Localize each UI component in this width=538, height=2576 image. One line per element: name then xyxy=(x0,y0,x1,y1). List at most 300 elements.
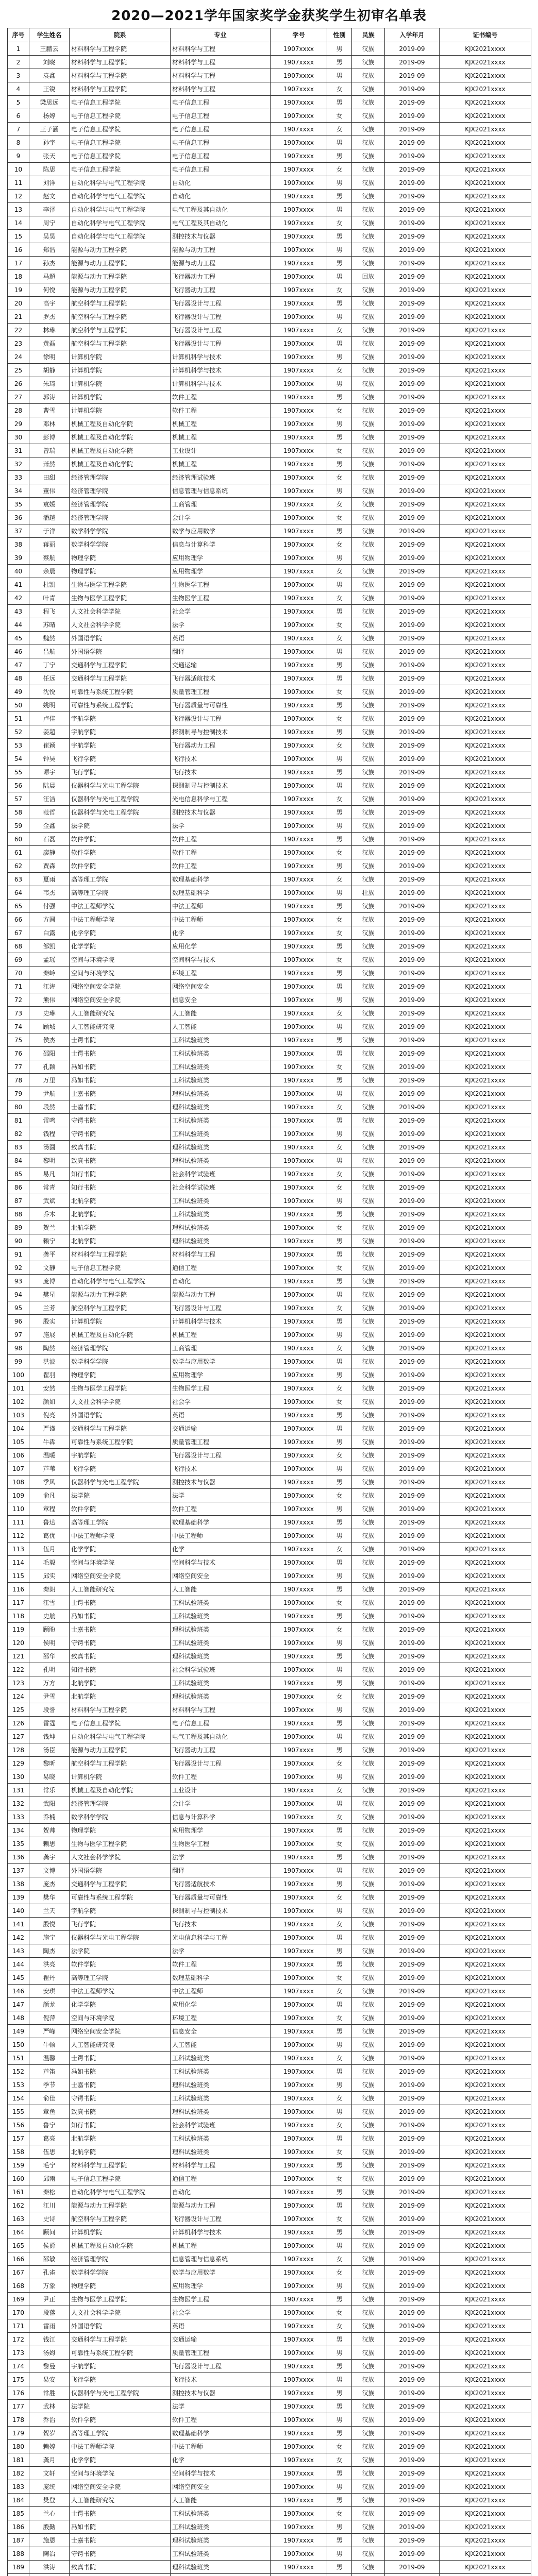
cell-department: 外国语学院 xyxy=(70,1864,171,1877)
cell-student-id: 1907xxxx xyxy=(271,364,327,377)
table-row xyxy=(8,1422,531,1435)
cell-gender: 男 xyxy=(327,297,352,310)
cell-student-name: 常乐 xyxy=(29,1784,70,1797)
cell-enrollment-date: 2019-09 xyxy=(385,2386,440,2400)
table-row xyxy=(8,2011,531,2025)
cell-department: 中法工程师学院 xyxy=(70,1985,171,1998)
cell-department: 电子信息工程学院 xyxy=(70,96,171,109)
cell-student-name: 董伟 xyxy=(29,484,70,498)
cell-enrollment-date: 2019-09 xyxy=(385,1355,440,1368)
cell-student-name: 刘晓 xyxy=(29,56,70,69)
cell-student-name: 尹正 xyxy=(29,2293,70,2306)
cell-index: 81 xyxy=(8,1114,29,1127)
cell-student-id: 1907xxxx xyxy=(271,1033,327,1047)
cell-major: 数理基础科学 xyxy=(171,873,271,886)
cell-certificate-number: KJX2021xxxx xyxy=(440,779,531,792)
cell-index: 171 xyxy=(8,2319,29,2333)
cell-ethnicity: 汉族 xyxy=(352,2119,385,2132)
cell-department: 人文社会科学学院 xyxy=(70,605,171,618)
cell-ethnicity: 汉族 xyxy=(352,1543,385,1556)
cell-certificate-number: KJX2021xxxx xyxy=(440,2346,531,2360)
cell-student-name: 雷雨 xyxy=(29,2319,70,2333)
table-row xyxy=(8,2266,531,2279)
cell-ethnicity: 汉族 xyxy=(352,1476,385,1489)
cell-department: 能源与动力工程学院 xyxy=(70,1288,171,1301)
cell-index: 87 xyxy=(8,1194,29,1208)
cell-student-id: 1907xxxx xyxy=(271,2480,327,2494)
cell-major: 英语 xyxy=(171,632,271,645)
cell-student-name: 牛顿 xyxy=(29,2038,70,2052)
cell-gender: 女 xyxy=(327,953,352,967)
cell-index: 6 xyxy=(8,109,29,123)
cell-index: 74 xyxy=(8,1020,29,1033)
cell-ethnicity: 汉族 xyxy=(352,42,385,56)
cell-index: 154 xyxy=(8,2092,29,2105)
cell-index: 24 xyxy=(8,350,29,364)
cell-department: 软件学院 xyxy=(70,859,171,873)
cell-student-id: 1907xxxx xyxy=(271,471,327,484)
table-row xyxy=(8,1944,531,1958)
cell-index: 25 xyxy=(8,364,29,377)
cell-ethnicity: 汉族 xyxy=(352,1770,385,1784)
cell-gender: 男 xyxy=(327,993,352,1007)
cell-student-id: 1907xxxx xyxy=(271,1315,327,1328)
cell-student-name: 樊星 xyxy=(29,1288,70,1301)
cell-department: 交通科学与工程学院 xyxy=(70,658,171,672)
cell-student-id: 1907xxxx xyxy=(271,1596,327,1609)
table-row xyxy=(8,2319,531,2333)
cell-gender: 女 xyxy=(327,1221,352,1234)
cell-index: 118 xyxy=(8,1609,29,1623)
table-row xyxy=(8,1167,531,1181)
cell-index: 158 xyxy=(8,2145,29,2159)
cell-student-name: 侯杰 xyxy=(29,1033,70,1047)
cell-enrollment-date: 2019-09 xyxy=(385,859,440,873)
cell-index: 161 xyxy=(8,2185,29,2199)
cell-major: 软件工程 xyxy=(171,833,271,846)
cell-index: 137 xyxy=(8,1864,29,1877)
cell-ethnicity: 汉族 xyxy=(352,1730,385,1743)
cell-student-id: 1907xxxx xyxy=(271,1047,327,1060)
table-row xyxy=(8,1315,531,1328)
cell-major: 社会学 xyxy=(171,605,271,618)
cell-enrollment-date: 2019-09 xyxy=(385,1690,440,1703)
cell-student-name: 陶然 xyxy=(29,1342,70,1355)
cell-ethnicity: 汉族 xyxy=(352,498,385,511)
cell-certificate-number: KJX2021xxxx xyxy=(440,149,531,163)
cell-index: 149 xyxy=(8,2025,29,2038)
cell-department: 自动化科学与电气工程学院 xyxy=(70,230,171,243)
cell-department: 中法工程师学院 xyxy=(70,1529,171,1543)
cell-index: 33 xyxy=(8,471,29,484)
cell-student-id: 1907xxxx xyxy=(271,136,327,149)
cell-enrollment-date: 2019-09 xyxy=(385,1824,440,1837)
cell-ethnicity: 汉族 xyxy=(352,190,385,203)
cell-student-name: 钟昊 xyxy=(29,752,70,766)
col-header: 学生姓名 xyxy=(29,28,70,42)
cell-ethnicity: 汉族 xyxy=(352,1221,385,1234)
cell-index: 85 xyxy=(8,1167,29,1181)
cell-student-id: 1907xxxx xyxy=(271,1208,327,1221)
cell-enrollment-date: 2019-09 xyxy=(385,2319,440,2333)
cell-department: 可靠性与系统工程学院 xyxy=(70,1891,171,1904)
cell-student-id: 1907xxxx xyxy=(271,431,327,444)
cell-student-name: 洪涛 xyxy=(29,2561,70,2574)
cell-index: 127 xyxy=(8,1730,29,1743)
cell-student-id: 1907xxxx xyxy=(271,190,327,203)
cell-student-name: 孟瑶 xyxy=(29,953,70,967)
cell-department: 机械工程及自动化学院 xyxy=(70,1784,171,1797)
cell-enrollment-date: 2019-09 xyxy=(385,2052,440,2065)
cell-certificate-number: KJX2021xxxx xyxy=(440,1395,531,1409)
cell-department: 人工智能研究院 xyxy=(70,2038,171,2052)
cell-ethnicity: 汉族 xyxy=(352,2025,385,2038)
cell-gender: 女 xyxy=(327,1382,352,1395)
cell-ethnicity: 汉族 xyxy=(352,1609,385,1623)
cell-gender: 男 xyxy=(327,900,352,913)
cell-department: 电子信息工程学院 xyxy=(70,163,171,176)
cell-index: 105 xyxy=(8,1435,29,1449)
cell-major: 飞行器动力工程 xyxy=(171,283,271,297)
cell-index: 142 xyxy=(8,1931,29,1944)
cell-student-name: 叶青 xyxy=(29,591,70,605)
cell-major: 数理基础科学 xyxy=(171,1516,271,1529)
cell-gender: 女 xyxy=(327,1891,352,1904)
cell-department: 计算机学院 xyxy=(70,377,171,391)
cell-student-name: 樊华 xyxy=(29,1891,70,1904)
cell-certificate-number: KJX2021xxxx xyxy=(440,404,531,417)
cell-department: 电子信息工程学院 xyxy=(70,1717,171,1730)
cell-index: 42 xyxy=(8,591,29,605)
cell-student-id: 1907xxxx xyxy=(271,109,327,123)
table-row xyxy=(8,926,531,940)
cell-index: 26 xyxy=(8,377,29,391)
cell-ethnicity: 汉族 xyxy=(352,364,385,377)
cell-department xyxy=(70,2574,171,2576)
cell-department: 自动化科学与电气工程学院 xyxy=(70,176,171,190)
cell-student-name: 赵文 xyxy=(29,190,70,203)
cell-ethnicity: 汉族 xyxy=(352,2333,385,2346)
cell-certificate-number: KJX2021xxxx xyxy=(440,1784,531,1797)
cell-major: 工科试验班类 xyxy=(171,2052,271,2065)
table-row xyxy=(8,2132,531,2145)
cell-department: 经济管理学院 xyxy=(70,1797,171,1810)
table-row xyxy=(8,457,531,471)
cell-gender: 男 xyxy=(327,2386,352,2400)
cell-major: 经济管理试验班 xyxy=(171,471,271,484)
cell-major: 会计学 xyxy=(171,511,271,524)
cell-certificate-number: KJX2021xxxx xyxy=(440,2494,531,2507)
cell-enrollment-date: 2019-09 xyxy=(385,846,440,859)
cell-certificate-number: KJX2021xxxx xyxy=(440,190,531,203)
cell-ethnicity: 汉族 xyxy=(352,685,385,699)
table-row xyxy=(8,1328,531,1342)
cell-ethnicity: 汉族 xyxy=(352,377,385,391)
cell-student-name: 赖婷 xyxy=(29,2440,70,2453)
cell-enrollment-date: 2019-09 xyxy=(385,1435,440,1449)
cell-major: 翻译 xyxy=(171,645,271,658)
cell-gender: 男 xyxy=(327,1234,352,1248)
cell-student-id: 1907xxxx xyxy=(271,1221,327,1234)
cell-enrollment-date: 2019-09 xyxy=(385,1476,440,1489)
cell-student-name: 袁媛 xyxy=(29,498,70,511)
cell-gender: 男 xyxy=(327,457,352,471)
cell-gender: 男 xyxy=(327,96,352,109)
cell-major: 飞行技术 xyxy=(171,1918,271,1931)
cell-enrollment-date: 2019-09 xyxy=(385,297,440,310)
cell-department: 可靠性与系统工程学院 xyxy=(70,685,171,699)
cell-gender: 女 xyxy=(327,618,352,632)
cell-department: 软件学院 xyxy=(70,1502,171,1516)
cell-enrollment-date: 2019-09 xyxy=(385,1810,440,1824)
table-row xyxy=(8,1181,531,1194)
cell-student-id: 1907xxxx xyxy=(271,511,327,524)
cell-ethnicity: 汉族 xyxy=(352,1033,385,1047)
table-row xyxy=(8,2038,531,2052)
cell-major: 飞行技术 xyxy=(171,752,271,766)
cell-student-id: 1907xxxx xyxy=(271,457,327,471)
cell-index: 178 xyxy=(8,2413,29,2427)
cell-department: 材料科学与工程学院 xyxy=(70,82,171,96)
cell-student-name: 武林 xyxy=(29,2400,70,2413)
cell-department: 人工智能研究院 xyxy=(70,1583,171,1596)
cell-index: 130 xyxy=(8,1770,29,1784)
cell-gender xyxy=(327,2574,352,2576)
cell-department: 交通科学与工程学院 xyxy=(70,2333,171,2346)
cell-student-id: 1907xxxx xyxy=(271,1261,327,1275)
cell-major: 交通运输 xyxy=(171,658,271,672)
cell-student-id: 1907xxxx xyxy=(271,1409,327,1422)
cell-certificate-number: KJX2021xxxx xyxy=(440,2266,531,2279)
cell-certificate-number: KJX2021xxxx xyxy=(440,444,531,457)
cell-student-id: 1907xxxx xyxy=(271,203,327,216)
cell-student-id: 1907xxxx xyxy=(271,1851,327,1864)
cell-gender: 男 xyxy=(327,1208,352,1221)
cell-gender: 男 xyxy=(327,1194,352,1208)
cell-gender: 男 xyxy=(327,2132,352,2145)
cell-department: 可靠性与系统工程学院 xyxy=(70,1435,171,1449)
cell-index: 15 xyxy=(8,230,29,243)
cell-enrollment-date: 2019-09 xyxy=(385,1181,440,1194)
cell-student-name: 马超 xyxy=(29,270,70,283)
cell-enrollment-date: 2019-09 xyxy=(385,2520,440,2534)
cell-index: 47 xyxy=(8,658,29,672)
cell-student-name: 沈悦 xyxy=(29,685,70,699)
cell-ethnicity: 汉族 xyxy=(352,1743,385,1757)
cell-index: 34 xyxy=(8,484,29,498)
cell-gender: 男 xyxy=(327,1730,352,1743)
cell-department: 物理学院 xyxy=(70,1368,171,1382)
cell-student-name: 蒋丽 xyxy=(29,538,70,551)
cell-enrollment-date: 2019-09 xyxy=(385,1663,440,1676)
cell-student-id: 1907xxxx xyxy=(271,2038,327,2052)
cell-ethnicity: 汉族 xyxy=(352,967,385,980)
cell-gender: 女 xyxy=(327,123,352,136)
cell-index: 57 xyxy=(8,792,29,806)
cell-student-name: 邱实 xyxy=(29,1569,70,1583)
cell-ethnicity: 汉族 xyxy=(352,1449,385,1462)
cell-gender: 男 xyxy=(327,56,352,69)
table-row xyxy=(8,1690,531,1703)
cell-department: 士谔书院 xyxy=(70,1033,171,1047)
cell-major: 人工智能 xyxy=(171,1020,271,1033)
cell-enrollment-date: 2019-09 xyxy=(385,2132,440,2145)
cell-student-id: 1907xxxx xyxy=(271,1301,327,1315)
cell-gender: 男 xyxy=(327,1609,352,1623)
cell-gender: 女 xyxy=(327,2011,352,2025)
cell-index: 106 xyxy=(8,1449,29,1462)
cell-ethnicity: 汉族 xyxy=(352,2011,385,2025)
table-row xyxy=(8,2078,531,2092)
cell-ethnicity: 汉族 xyxy=(352,1087,385,1100)
cell-department: 生物与医学工程学院 xyxy=(70,591,171,605)
cell-ethnicity: 汉族 xyxy=(352,1824,385,1837)
cell-student-id: 1907xxxx xyxy=(271,1824,327,1837)
cell-student-id: 1907xxxx xyxy=(271,1502,327,1516)
cell-major: 社会学 xyxy=(171,1395,271,1409)
table-row xyxy=(8,404,531,417)
cell-major: 电气工程及其自动化 xyxy=(171,203,271,216)
cell-certificate-number: KJX2021xxxx xyxy=(440,886,531,900)
cell-certificate-number: KJX2021xxxx xyxy=(440,230,531,243)
cell-ethnicity: 汉族 xyxy=(352,2052,385,2065)
cell-student-name: 袁鑫 xyxy=(29,69,70,82)
cell-ethnicity: 汉族 xyxy=(352,310,385,324)
cell-enrollment-date: 2019-09 xyxy=(385,1087,440,1100)
cell-certificate-number: KJX2021xxxx xyxy=(440,953,531,967)
cell-gender: 男 xyxy=(327,1676,352,1690)
cell-gender: 男 xyxy=(327,417,352,431)
cell-certificate-number: KJX2021xxxx xyxy=(440,2226,531,2239)
cell-major: 社会科学试验班 xyxy=(171,2119,271,2132)
cell-certificate-number: KJX2021xxxx xyxy=(440,310,531,324)
cell-enrollment-date: 2019-09 xyxy=(385,230,440,243)
table-row xyxy=(8,1502,531,1516)
cell-gender: 女 xyxy=(327,1007,352,1020)
cell-department: 冯如书院 xyxy=(70,1060,171,1074)
cell-student-name: 杜凯 xyxy=(29,578,70,591)
cell-department: 能源与动力工程学院 xyxy=(70,283,171,297)
cell-department: 仪器科学与光电工程学院 xyxy=(70,779,171,792)
cell-department: 人文社会科学学院 xyxy=(70,1851,171,1864)
cell-department: 中法工程师学院 xyxy=(70,913,171,926)
table-row xyxy=(8,2226,531,2239)
cell-index: 3 xyxy=(8,69,29,82)
cell-department: 可靠性与系统工程学院 xyxy=(70,699,171,712)
cell-department: 高等理工学院 xyxy=(70,886,171,900)
cell-certificate-number: KJX2021xxxx xyxy=(440,2279,531,2293)
cell-certificate-number: KJX2021xxxx xyxy=(440,1529,531,1543)
cell-student-id: 1907xxxx xyxy=(271,632,327,645)
cell-certificate-number: KJX2021xxxx xyxy=(440,431,531,444)
cell-ethnicity: 汉族 xyxy=(352,2172,385,2185)
table-row xyxy=(8,1395,531,1409)
cell-student-id: 1907xxxx xyxy=(271,377,327,391)
cell-student-name: 曾瑞 xyxy=(29,444,70,457)
cell-index: 132 xyxy=(8,1797,29,1810)
table-row xyxy=(8,2520,531,2534)
cell-student-id: 1907xxxx xyxy=(271,1944,327,1958)
cell-enrollment-date: 2019-09 xyxy=(385,1985,440,1998)
cell-student-id: 1907xxxx xyxy=(271,2078,327,2092)
cell-index: 148 xyxy=(8,2011,29,2025)
cell-major: 工科试验班类 xyxy=(171,1609,271,1623)
cell-student-id: 1907xxxx xyxy=(271,270,327,283)
cell-gender: 男 xyxy=(327,2065,352,2078)
cell-certificate-number: KJX2021xxxx xyxy=(440,1543,531,1556)
cell-certificate-number: KJX2021xxxx xyxy=(440,1596,531,1609)
cell-student-name: 谭宇 xyxy=(29,766,70,779)
cell-enrollment-date: 2019-09 xyxy=(385,1971,440,1985)
cell-index: 31 xyxy=(8,444,29,457)
cell-gender: 男 xyxy=(327,1851,352,1864)
table-row xyxy=(8,806,531,819)
cell-major: 英语 xyxy=(171,2319,271,2333)
cell-major: 电气工程及其自动化 xyxy=(171,1730,271,1743)
cell-gender: 男 xyxy=(327,524,352,538)
cell-major: 自动化 xyxy=(171,176,271,190)
cell-certificate-number: KJX2021xxxx xyxy=(440,1650,531,1663)
table-row xyxy=(8,565,531,578)
cell-index: 115 xyxy=(8,1569,29,1583)
cell-student-id: 1907xxxx xyxy=(271,1797,327,1810)
cell-enrollment-date: 2019-09 xyxy=(385,2199,440,2212)
cell-department: 生物与医学工程学院 xyxy=(70,2293,171,2306)
cell-student-id: 1907xxxx xyxy=(271,2119,327,2132)
table-row xyxy=(8,2145,531,2159)
cell-major: 探测制导与控制技术 xyxy=(171,779,271,792)
cell-ethnicity: 汉族 xyxy=(352,605,385,618)
table-row xyxy=(8,2427,531,2440)
cell-enrollment-date: 2019-09 xyxy=(385,431,440,444)
cell-student-id: 1907xxxx xyxy=(271,2400,327,2413)
cell-student-id: 1907xxxx xyxy=(271,1877,327,1891)
cell-student-name: 施宁 xyxy=(29,1931,70,1944)
cell-student-id: 1907xxxx xyxy=(271,953,327,967)
cell-certificate-number: KJX2021xxxx xyxy=(440,712,531,725)
cell-student-id: 1907xxxx xyxy=(271,2279,327,2293)
cell-student-id: 1907xxxx xyxy=(271,1087,327,1100)
cell-index: 155 xyxy=(8,2105,29,2119)
cell-major: 数理基础科学 xyxy=(171,886,271,900)
cell-gender: 女 xyxy=(327,498,352,511)
table-row xyxy=(8,618,531,632)
cell-ethnicity: 汉族 xyxy=(352,2266,385,2279)
cell-student-name: 顾城 xyxy=(29,1020,70,1033)
cell-student-name: 郭涛 xyxy=(29,391,70,404)
cell-ethnicity: 汉族 xyxy=(352,1556,385,1569)
cell-enrollment-date: 2019-09 xyxy=(385,324,440,337)
cell-department: 宇航学院 xyxy=(70,1904,171,1918)
table-row xyxy=(8,310,531,324)
cell-certificate-number: KJX2021xxxx xyxy=(440,1020,531,1033)
cell-student-id: 1907xxxx xyxy=(271,123,327,136)
cell-department: 数学科学学院 xyxy=(70,1355,171,1368)
cell-gender: 女 xyxy=(327,1060,352,1074)
cell-major: 计算机科学与技术 xyxy=(171,364,271,377)
cell-student-id: 1907xxxx xyxy=(271,2239,327,2252)
cell-gender: 女 xyxy=(327,1261,352,1275)
cell-ethnicity: 汉族 xyxy=(352,2319,385,2333)
cell-index: 119 xyxy=(8,1623,29,1636)
cell-ethnicity: 汉族 xyxy=(352,658,385,672)
cell-department: 守锷书院 xyxy=(70,1114,171,1127)
cell-index: 179 xyxy=(8,2427,29,2440)
cell-major: 飞行器设计与工程 xyxy=(171,712,271,725)
cell-ethnicity: 汉族 xyxy=(352,1944,385,1958)
table-row xyxy=(8,2453,531,2467)
cell-major: 电子信息工程 xyxy=(171,96,271,109)
